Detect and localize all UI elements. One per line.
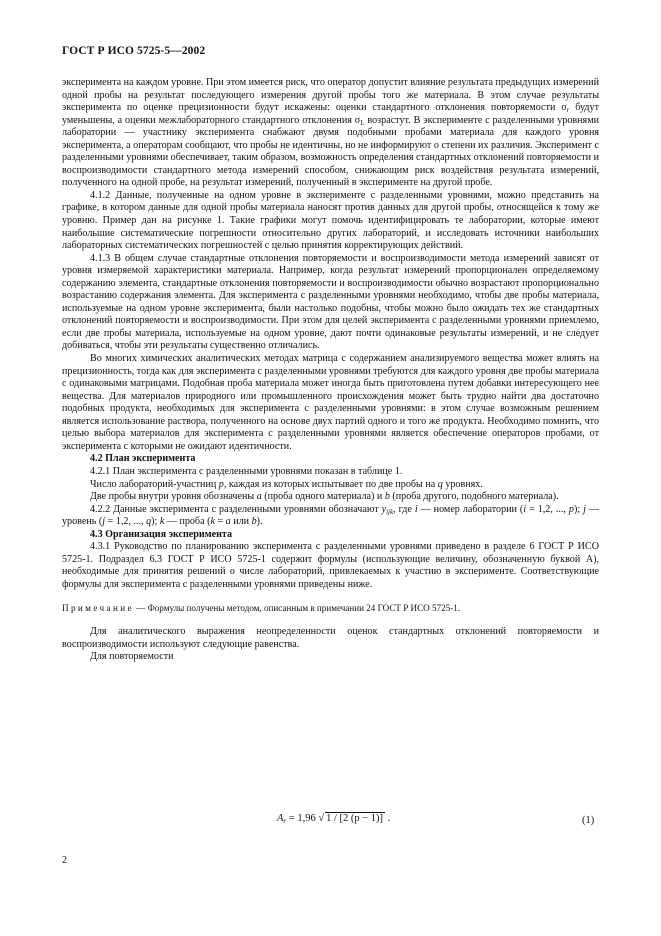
main-text <box>62 77 599 664</box>
paragraph-labs-count: Число лабораторий-участниц p, каждая из которых испытывает по две пробы на q уровнях. <box>90 478 483 490</box>
paragraph-4-1-3: 4.1.3 В общем случае стандартные отклонения повторяемости и воспроизводимости метода измерений зависят от уровня измеряемой характеристики материала. Например, когда результат измерений пропорционален определяемому содержанию элемента, стандартные отклонения повторяемости и воспроизводимости обычно возрастают пропорционально возрастанию содержания элемента. Для эксперимента с разделенными уровнями необходимо, чтобы две пробы материала, используемые на одном уровне эксперимента, были настолько подобны, чтобы можно было ожидать тех же стандартных отклонений повторяемости и воспроизводимости. При этом для целей эксперимента с разделенными уровнями приемлемо, если две пробы материала, используемые на одном уровне, дают почти одинаковые результаты измерений, и не следует добиваться, чтобы эти результаты существенно отличались. <box>62 252 599 352</box>
section-heading-4-2: 4.2 План эксперимента <box>90 453 196 465</box>
sqrt-sign: √ <box>318 813 325 824</box>
paragraph-repeatability: Для повторяемости <box>90 651 174 663</box>
section-heading-4-3: 4.3 Организация эксперимента <box>90 528 233 540</box>
paragraph-4-2-1: 4.2.1 План эксперимента с разделенными уровнями показан в таблице 1. <box>90 465 403 477</box>
paragraph-4-1-2: 4.1.2 Данные, полученные на одном уровне в эксперименте с разделенными уровнями, можно представить на графике, в котором данные для одной пробы материала наносят против данных для другой пробы, относящейся к тому же уровню. Пример дан на рисунке 1. Такие графики могут помочь идентифицировать те лаборатории, которые имеют наибольшие систематические погрешности относительно других лабораторий, и исследовать источники наибольших лабораторных систематических погрешностей с целью принятия корректирующих действий. <box>62 189 599 252</box>
paragraph-matrix: Во многих химических аналитических методах матрица с содержанием анализируемого вещества может влиять на прецизионность, тогда как для эксперимента с разделенными уровнями требуются для каждого уровня две пробы материала с одинаковыми матрицами. Подобная проба материала может иногда быть приготовлена путем добавки интересующего нее вещества. Для материалов природного или промышленного происхождения может быть трудно найти два достаточно подобных продукта, необходимых для эксперимента с разделенными уровнями: в этом случае возможным решением является использование раствора, полученного на основе двух партий одного и того же продукта. Необходимо помнить, что целью выбора материалов для эксперимента с разделенными уровнями является обеспечение операторов пробами, от эксперимента с которыми не ожидают идентичности. <box>62 353 599 452</box>
formula-1 <box>0 807 661 831</box>
note-text: — Формулы получены методом, описанным в примечании 24 ГОСТ Р ИСО 5725-1. <box>133 603 461 614</box>
paragraph-4-2-2: 4.2.2 Данные эксперимента с разделенными уровнями обозначают $y_{ijk}$, где i — номер лаборатории (i = 1,2, ..., p); j — уровень (j = 1,2, ..., q); k — проба (k = a или b). <box>62 503 599 528</box>
paragraph-4-3-1: 4.3.1 Руководство по планированию эксперимента с разделенными уровнями приведено в разделе 6 ГОСТ Р ИСО 5725-1. Подраздел 6.3 ГОСТ Р ИСО 5725-1 содержит формулы (использующие величину, обозначенную буквой A), необходимые для принятия решений о числе лабораторий, привлекаемых к участию в эксперименте. Соответствующие формулы для эксперимента с разделенными уровнями приведены ниже. <box>62 541 599 590</box>
standard-header: ГОСТ Р ИСО 5725-5—2002 <box>62 45 206 57</box>
paragraph-continuation: эксперимента на каждом уровне. При этом имеется риск, что оператор допустит влияние результата предыдущих измерений одной пробы на результат последующего измерения другой пробы того же материала. В этом случае результаты эксперимента по оценке прецизионности будут искажены: оценки стандартного отклонения повторяемости $\sigma_r$ будут уменьшены, а оценки межлабораторного стандартного отклонения $\sigma_L$ возрастут. В эксперименте с разделенными уровнями лаборатории — участнику эксперимента снабжают двумя подобными пробами материала для каждого уровня эксперимента, а операторам сообщают, что пробы не идентичны, но не информируют о степени их различия. Эксперимент с разделенными уровнями обеспечивает, таким образом, возможность определения стандартных отклонений повторяемости и воспроизводимости стандартного метода измерений способом, снижающим риск воздействия результата измерений, полученного на одной пробе, на результат измерений, полученный в эксперименте на другой пробе. <box>62 77 600 189</box>
paragraph-uncertainty: Для аналитического выражения неопределенности оценок стандартных отклонений повторяемости и воспроизводимости используют следующие равенства. <box>62 625 599 650</box>
radicand: 1 / [2 (p − 1)] <box>326 813 384 824</box>
note <box>62 602 599 615</box>
page-number: 2 <box>62 855 68 866</box>
formula-number: (1) <box>582 815 595 826</box>
note-label: Примечание <box>62 603 134 614</box>
formula-expression: $A_r = 1,96$ √ 1 / [2 (p − 1)] . <box>277 813 391 825</box>
paragraph-samples: Две пробы внутри уровня обозначены a (проба одного материала) и b (проба другого, подобного материала). <box>90 491 559 503</box>
